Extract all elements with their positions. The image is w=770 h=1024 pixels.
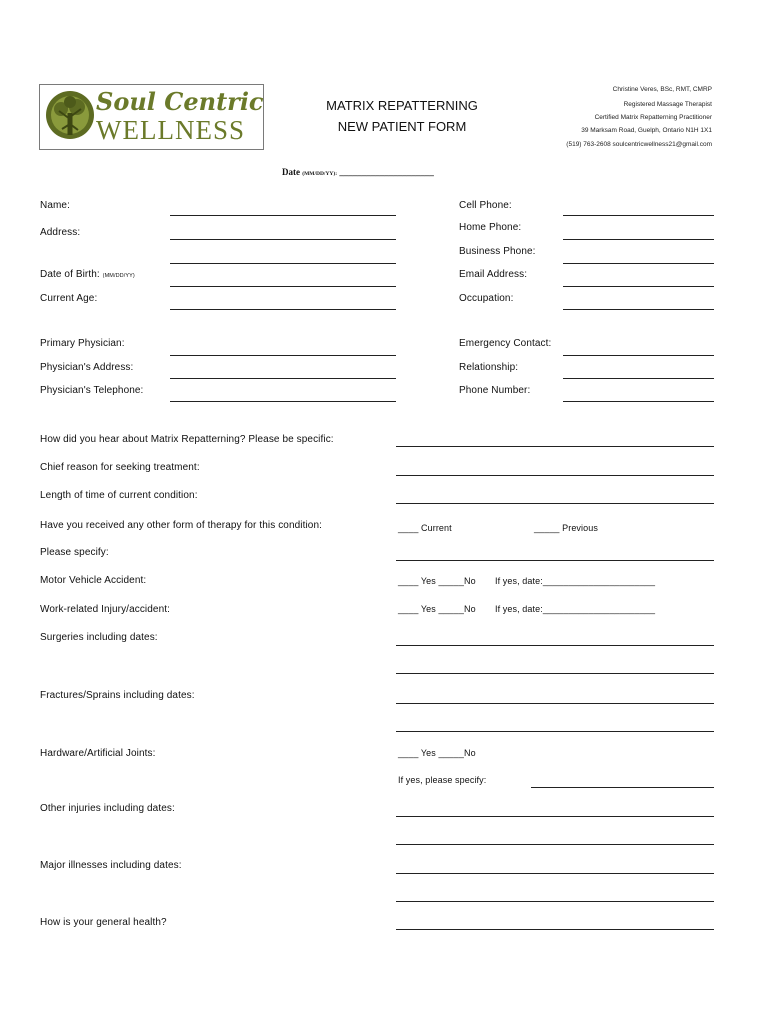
general-health-field[interactable]: [396, 929, 714, 930]
hardware-specify-label: If yes, please specify:: [398, 775, 487, 785]
major-illnesses-field-1[interactable]: [396, 873, 714, 874]
chief-reason-label: Chief reason for seeking treatment:: [40, 462, 200, 473]
emergency-contact-field[interactable]: [563, 355, 714, 356]
therapy-previous-option[interactable]: _____ Previous: [534, 523, 598, 533]
dob-field[interactable]: [170, 286, 396, 287]
motor-vehicle-label: Motor Vehicle Accident:: [40, 575, 147, 586]
dob-format: (MM/DD/YY): [102, 273, 135, 279]
phone-number-field[interactable]: [563, 401, 714, 402]
emergency-contact-label: Emergency Contact:: [459, 338, 552, 349]
physician-phone-label: Physician's Telephone:: [40, 385, 144, 396]
name-label: Name:: [40, 200, 70, 211]
name-field[interactable]: [170, 215, 396, 216]
mva-date[interactable]: If yes, date:______________________: [495, 576, 656, 586]
phone-number-label: Phone Number:: [459, 385, 531, 396]
logo-line-1: Soul Centric: [96, 87, 264, 116]
dob-label: [40, 269, 135, 280]
fractures-label: Fractures/Sprains including dates:: [40, 690, 195, 701]
contact-role-1: Registered Massage Therapist: [623, 101, 712, 108]
physician-address-field[interactable]: [170, 378, 396, 379]
major-illnesses-field-2[interactable]: [396, 901, 714, 902]
other-injuries-label: Other injuries including dates:: [40, 803, 175, 814]
address-field-1[interactable]: [170, 239, 396, 240]
hear-about-label: How did you hear about Matrix Repatterning? Please be specific:: [40, 434, 334, 445]
therapy-current-option[interactable]: ____ Current: [398, 523, 452, 533]
relationship-label: Relationship:: [459, 362, 519, 373]
date-blank: _____________________: [339, 167, 434, 177]
email-field[interactable]: [563, 286, 714, 287]
home-phone-label: Home Phone:: [459, 222, 522, 233]
contact-name: Christine Veres, BSc, RMT, CMRP: [612, 86, 712, 93]
hardware-specify-field[interactable]: [531, 787, 714, 788]
occupation-field[interactable]: [563, 309, 714, 310]
surgeries-label: Surgeries including dates:: [40, 632, 158, 643]
home-phone-field[interactable]: [563, 239, 714, 240]
title-line-1: MATRIX REPATTERNING: [326, 98, 478, 113]
fractures-field-1[interactable]: [396, 703, 714, 704]
surgeries-field-2[interactable]: [396, 673, 714, 674]
chief-reason-field[interactable]: [396, 475, 714, 476]
mva-yes-no[interactable]: ____ Yes _____No: [398, 576, 476, 586]
logo-line-2: WELLNESS: [96, 115, 245, 145]
cell-phone-field[interactable]: [563, 215, 714, 216]
logo: [39, 84, 264, 150]
hardware-label: Hardware/Artificial Joints:: [40, 748, 156, 759]
length-label: Length of time of current condition:: [40, 490, 198, 501]
business-phone-field[interactable]: [563, 263, 714, 264]
contact-role-2: Certified Matrix Repatterning Practitioner: [594, 114, 712, 121]
address-label: Address:: [40, 227, 81, 238]
title-line-2: NEW PATIENT FORM: [337, 119, 467, 134]
work-related-label: Work-related Injury/accident:: [40, 604, 170, 615]
other-therapy-label: Have you received any other form of therapy for this condition:: [40, 520, 322, 531]
occupation-label: Occupation:: [459, 293, 514, 304]
surgeries-field-1[interactable]: [396, 645, 714, 646]
please-specify-label: Please specify:: [40, 547, 109, 558]
dob-label-text: Date of Birth:: [40, 269, 100, 280]
major-illnesses-label: Major illnesses including dates:: [40, 860, 182, 871]
work-date[interactable]: If yes, date:______________________: [495, 604, 656, 614]
business-phone-label: Business Phone:: [459, 246, 536, 257]
address-field-2[interactable]: [170, 263, 396, 264]
physician-field[interactable]: [170, 355, 396, 356]
work-yes-no[interactable]: ____ Yes _____No: [398, 604, 476, 614]
other-injuries-field-2[interactable]: [396, 844, 714, 845]
hardware-yes-no[interactable]: ____ Yes _____No: [398, 748, 476, 758]
relationship-field[interactable]: [563, 378, 714, 379]
fractures-field-2[interactable]: [396, 731, 714, 732]
cell-phone-label: Cell Phone:: [459, 200, 512, 211]
age-field[interactable]: [170, 309, 396, 310]
date-format: (MM/DD/YY):: [302, 171, 338, 177]
date-label: Date: [282, 167, 300, 177]
age-label: Current Age:: [40, 293, 98, 304]
other-injuries-field-1[interactable]: [396, 816, 714, 817]
physician-phone-field[interactable]: [170, 401, 396, 402]
email-label: Email Address:: [459, 269, 528, 280]
contact-address: 39 Marksam Road, Guelph, Ontario N1H 1X1: [581, 127, 712, 134]
date-row[interactable]: [282, 167, 434, 177]
contact-phone-email: (519) 763-2608 soulcentricwellness21@gmail.com: [566, 141, 712, 148]
physician-label: Primary Physician:: [40, 338, 125, 349]
physician-address-label: Physician's Address:: [40, 362, 134, 373]
hear-about-field[interactable]: [396, 446, 714, 447]
general-health-label: How is your general health?: [40, 917, 167, 928]
form-title: [292, 95, 512, 137]
please-specify-field[interactable]: [396, 560, 714, 561]
tree-icon: [44, 89, 96, 145]
length-field[interactable]: [396, 503, 714, 504]
